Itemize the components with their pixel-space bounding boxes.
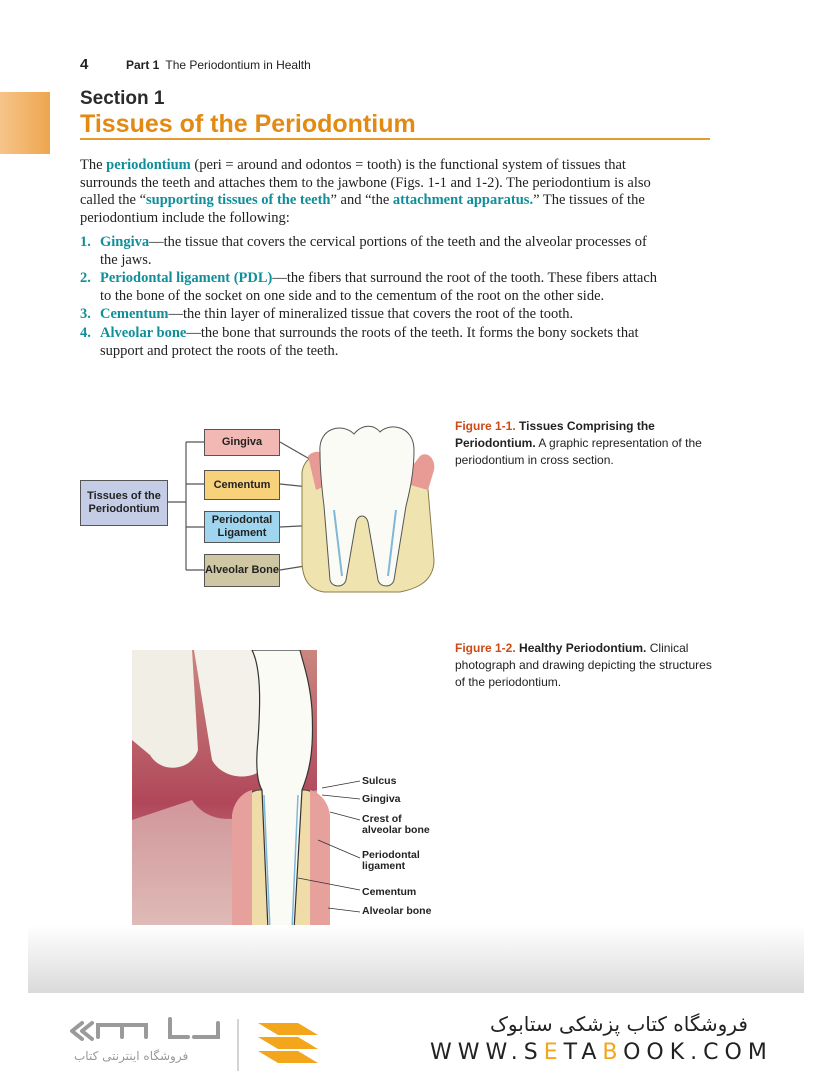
- figure-1-2-illustration: [132, 650, 432, 955]
- list-item: [80, 306, 660, 324]
- figure-title: Tissues Comprising the Periodontium.: [455, 419, 655, 450]
- intro-text: ” The tissues of the periodontium include the following:: [80, 192, 645, 226]
- list-item: [80, 270, 660, 305]
- part-label: Part 1: [126, 58, 160, 72]
- box-label: Alveolar Bone: [205, 564, 279, 576]
- list-number: 3.: [80, 306, 91, 323]
- page-bottom-fade: [28, 925, 804, 993]
- part-title: The Periodontium in Health: [165, 58, 311, 72]
- list-text: —the fibers that surround the root of the tooth. These fibers attach to the bone of the socket on one side and to the cementum of the root on the other side.: [100, 270, 658, 304]
- box-label: Periodontal Ligament: [211, 514, 273, 539]
- list-text: —the bone that surrounds the roots of the teeth. It forms the bony sockets that support and protect the roots of the teeth.: [100, 324, 639, 359]
- section-label: Section 1: [80, 88, 165, 109]
- box-label: Cementum: [213, 478, 271, 491]
- term-supporting-tissues: supporting tissues of the teeth: [146, 192, 331, 209]
- url-part-accent: E: [543, 1040, 564, 1065]
- list-term: Gingiva: [100, 234, 150, 250]
- list-term: Alveolar bone: [100, 324, 187, 341]
- box-label: Gingiva: [221, 436, 263, 448]
- label-alveolar-bone: Alveolar bone: [362, 905, 432, 917]
- logo-subtitle: فروشگاه اینترنتی کتاب: [74, 1049, 189, 1063]
- intro-paragraph: [80, 157, 660, 227]
- list-text: —the thin layer of mineralized tissue that covers the root of the tooth.: [168, 306, 574, 323]
- figure-title: Healthy Periodontium.: [519, 641, 647, 655]
- label-gingiva: Gingiva: [362, 793, 401, 805]
- tissue-list: [80, 234, 660, 361]
- list-term: Periodontal ligament (PDL): [100, 270, 273, 287]
- gingiva-box: [204, 429, 280, 456]
- page-number: 4: [80, 56, 89, 73]
- root-box-label: Tissues of the Periodontium: [87, 490, 161, 515]
- setabook-logo: [68, 1015, 328, 1075]
- term-attachment-apparatus: attachment apparatus.: [392, 192, 534, 209]
- intro-text: ” and “the: [330, 192, 393, 209]
- section-title: Tissues of the Periodontium: [80, 110, 416, 138]
- term-periodontium: periodontium: [106, 157, 191, 173]
- list-number: 1.: [80, 234, 91, 250]
- url-part: WWW.S: [430, 1040, 544, 1065]
- label-periodontal-ligament: Periodontal ligament: [362, 849, 420, 872]
- label-sulcus: Sulcus: [362, 775, 397, 787]
- list-item: [80, 234, 660, 269]
- list-term: Cementum: [100, 306, 169, 323]
- url-part-accent: B: [602, 1040, 624, 1065]
- alveolar-bone-box: [204, 554, 280, 587]
- label-crest-alveolar-bone: Crest of alveolar bone: [362, 813, 430, 836]
- title-rule: [80, 138, 710, 140]
- footer-url: [430, 1040, 773, 1065]
- section-tab-decoration: [0, 92, 50, 154]
- tissues-root-box: [80, 480, 168, 526]
- figure-1-2-caption: [455, 640, 720, 691]
- running-header: [126, 58, 311, 72]
- list-number: 4.: [80, 324, 91, 341]
- tooth-cross-section: [302, 426, 434, 592]
- list-number: 2.: [80, 270, 91, 287]
- figure-number: Figure 1-1.: [455, 419, 516, 433]
- footer-persian-title: فروشگاه کتاب پزشکی ستابوک: [490, 1012, 748, 1036]
- list-item: [80, 325, 660, 360]
- cementum-box: [204, 470, 280, 500]
- figure-caption-text: A graphic representation of the periodontium in cross section.: [455, 436, 702, 467]
- list-text: —the tissue that covers the cervical portions of the teeth and the alveolar processes of the jaws.: [100, 234, 647, 268]
- figure-1-1-caption: [455, 418, 725, 469]
- figure-1-1-diagram: [80, 410, 440, 595]
- url-part: OOK.COM: [623, 1040, 773, 1065]
- intro-text: (peri = around and odontos = tooth) is the functional system of tissues that surrounds the teeth and attaches them to the jawbone (Figs. 1-1 and 1-2). The periodontium is also called the “: [80, 157, 651, 209]
- figure-caption-text: Clinical photograph and drawing depicting the structures of the periodontium.: [455, 641, 712, 689]
- intro-text: The: [80, 157, 107, 173]
- periodontal-ligament-box: [204, 511, 280, 543]
- label-cementum: Cementum: [362, 886, 417, 898]
- figure-number: Figure 1-2.: [455, 641, 516, 655]
- url-part: TA: [563, 1040, 603, 1065]
